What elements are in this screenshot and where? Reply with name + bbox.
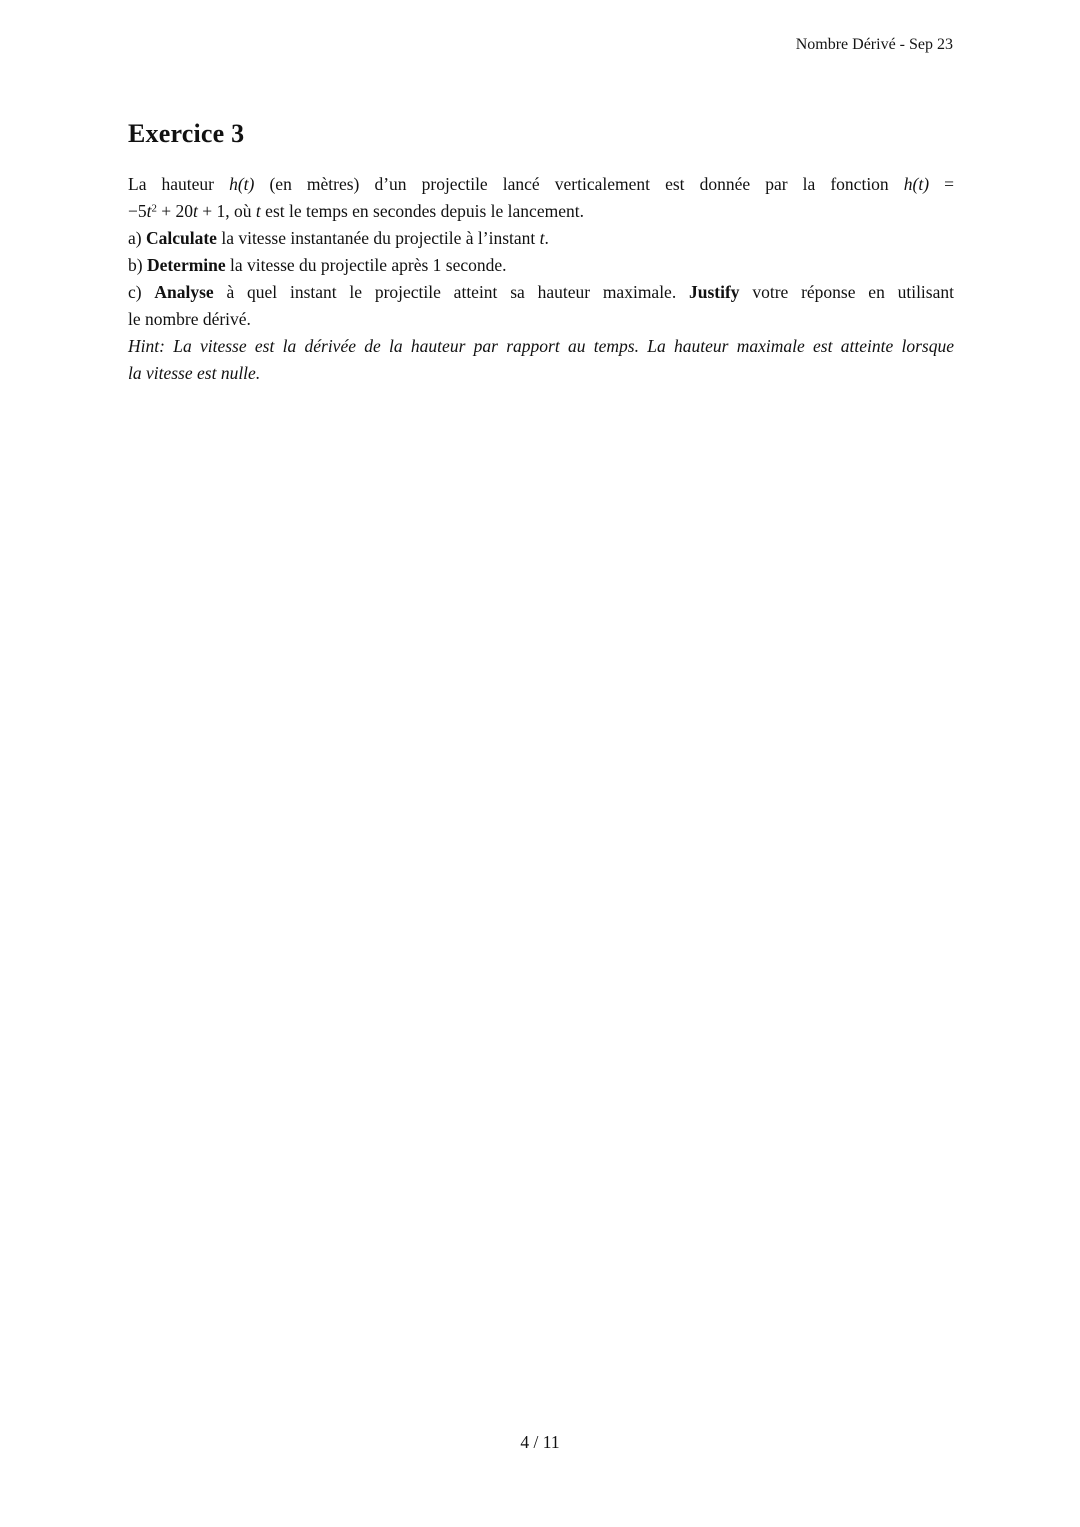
- hint-text: la vitesse est nulle.: [128, 363, 261, 383]
- text-segment: .: [544, 228, 549, 248]
- math-segment: + 20: [156, 201, 194, 221]
- math-segment: h(t): [229, 174, 255, 194]
- bold-keyword: Determine: [146, 255, 226, 275]
- text-segment: a): [128, 228, 146, 248]
- hint-text: Hint: La vitesse est la dérivée de la hauteur par rapport au temps. La hauteur maximale est atteinte lorsque: [128, 336, 954, 356]
- bold-keyword: Justify: [689, 282, 740, 302]
- math-segment: −5: [128, 201, 147, 221]
- intro-line-1: [128, 171, 954, 198]
- text-segment: c): [128, 282, 155, 302]
- question-c-line-1: [128, 279, 954, 306]
- bold-keyword: Calculate: [145, 228, 217, 248]
- intro-line-2: [128, 198, 954, 225]
- math-segment: h(t): [903, 174, 930, 194]
- text-segment: la vitesse du projectile après 1 seconde.: [225, 255, 507, 275]
- page-number: 4 / 11: [520, 1432, 560, 1452]
- text-segment: le nombre dérivé.: [128, 309, 251, 329]
- text-segment: à quel instant le projectile atteint sa hauteur maximale.: [213, 282, 689, 302]
- text-segment: La hauteur: [128, 174, 230, 194]
- text-segment: (en mètres) d’un projectile lancé verticalement est donnée par la fonction: [254, 174, 904, 194]
- question-c-line-2: [128, 306, 954, 333]
- math-segment: t: [193, 201, 198, 221]
- text-segment: + 1, où: [197, 201, 256, 221]
- question-a-line: [128, 225, 954, 252]
- text-segment: votre réponse en utilisant: [739, 282, 954, 302]
- text-segment: =: [929, 174, 954, 194]
- hint-line-2: [128, 360, 954, 387]
- exercise-body: [128, 171, 954, 387]
- superscript-exponent: 2: [151, 202, 157, 215]
- math-segment: t: [255, 201, 261, 221]
- exercise-title: Exercice 3: [128, 119, 245, 148]
- question-b-line: [128, 252, 954, 279]
- text-segment: est le temps en secondes depuis le lancement.: [260, 201, 584, 221]
- math-segment: t: [539, 228, 545, 248]
- page-header-title: Nombre Dérivé - Sep 23: [795, 36, 953, 53]
- text-segment: la vitesse instantanée du projectile à l’instant: [216, 228, 540, 248]
- hint-line-1: [128, 333, 954, 360]
- text-segment: b): [128, 255, 147, 275]
- bold-keyword: Analyse: [154, 282, 214, 302]
- math-segment: t: [146, 201, 152, 221]
